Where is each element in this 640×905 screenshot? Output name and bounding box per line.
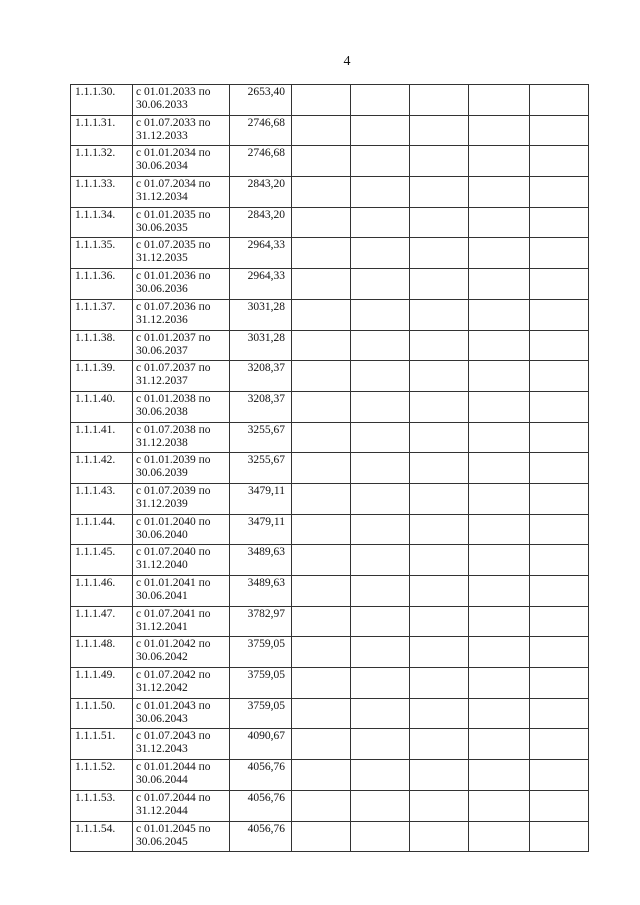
empty-cell (410, 514, 469, 545)
empty-cell (469, 514, 530, 545)
item-number-cell: 1.1.1.32. (71, 146, 133, 177)
table-row (71, 177, 589, 208)
empty-cell (410, 576, 469, 607)
period-start: с 01.01.2039 по (136, 454, 211, 467)
empty-cell (351, 790, 410, 821)
empty-cell (530, 238, 589, 269)
period-end: 31.12.2039 (136, 497, 188, 510)
period-start: с 01.01.2041 по (136, 577, 211, 589)
empty-cell (410, 85, 469, 116)
period-cell (133, 177, 230, 208)
page-number: 4 (343, 54, 351, 69)
empty-cell (292, 269, 351, 300)
period-start: с 01.07.2044 по (136, 791, 211, 804)
period-end: 31.12.2038 (136, 436, 188, 449)
empty-cell (292, 821, 351, 852)
period-cell (133, 545, 230, 576)
empty-cell (469, 790, 530, 821)
period-end: 31.12.2044 (136, 804, 188, 817)
empty-cell (292, 545, 351, 576)
empty-cell (410, 760, 469, 791)
empty-cell (351, 453, 410, 484)
empty-cell (410, 790, 469, 821)
empty-cell (410, 146, 469, 177)
period-end: 30.06.2036 (136, 283, 188, 296)
empty-cell (469, 606, 530, 637)
value-cell: 3479,11 (230, 514, 292, 545)
period-cell (133, 514, 230, 545)
empty-cell (351, 391, 410, 422)
empty-cell (351, 606, 410, 637)
table-row (71, 238, 589, 269)
value-cell: 4056,76 (230, 790, 292, 821)
period-start: с 01.01.2036 по (136, 270, 211, 283)
empty-cell (292, 729, 351, 760)
empty-cell (292, 790, 351, 821)
item-number-cell: 1.1.1.43. (71, 483, 133, 514)
empty-cell (469, 177, 530, 208)
empty-cell (469, 361, 530, 392)
table-row (71, 821, 589, 852)
value-cell: 2653,40 (230, 85, 292, 116)
empty-cell (410, 115, 469, 146)
empty-cell (292, 483, 351, 514)
empty-cell (292, 207, 351, 238)
empty-cell (351, 238, 410, 269)
empty-cell (351, 576, 410, 607)
period-start: с 01.07.2043 по (136, 730, 211, 743)
empty-cell (530, 269, 589, 300)
empty-cell (351, 729, 410, 760)
empty-cell (469, 698, 530, 729)
period-end: 31.12.2036 (136, 313, 188, 326)
empty-cell (469, 391, 530, 422)
empty-cell (530, 821, 589, 852)
item-number-cell: 1.1.1.51. (71, 729, 133, 760)
empty-cell (292, 668, 351, 699)
table-row (71, 146, 589, 177)
value-cell: 3479,11 (230, 483, 292, 514)
empty-cell (351, 514, 410, 545)
empty-cell (530, 637, 589, 668)
empty-cell (351, 269, 410, 300)
empty-cell (469, 668, 530, 699)
item-number-cell: 1.1.1.50. (71, 698, 133, 729)
period-end: 31.12.2037 (136, 375, 188, 388)
table-row (71, 637, 589, 668)
item-number-cell: 1.1.1.36. (71, 269, 133, 300)
empty-cell (292, 422, 351, 453)
period-end: 30.06.2037 (136, 344, 188, 357)
table-row (71, 361, 589, 392)
item-number-cell: 1.1.1.37. (71, 299, 133, 330)
empty-cell (351, 177, 410, 208)
empty-cell (530, 698, 589, 729)
empty-cell (351, 545, 410, 576)
empty-cell (469, 453, 530, 484)
table-row (71, 330, 589, 361)
table-row (71, 207, 589, 238)
period-end: 31.12.2040 (136, 559, 188, 572)
period-cell (133, 637, 230, 668)
empty-cell (292, 391, 351, 422)
empty-cell (469, 483, 530, 514)
empty-cell (530, 207, 589, 238)
empty-cell (292, 299, 351, 330)
period-start: с 01.07.2033 по (136, 116, 211, 129)
period-cell (133, 821, 230, 852)
empty-cell (292, 698, 351, 729)
empty-cell (410, 207, 469, 238)
empty-cell (410, 422, 469, 453)
table-row (71, 545, 589, 576)
item-number-cell: 1.1.1.52. (71, 760, 133, 791)
period-start: с 01.07.2034 по (136, 178, 211, 191)
empty-cell (351, 146, 410, 177)
period-cell (133, 483, 230, 514)
empty-cell (410, 238, 469, 269)
period-end: 30.06.2042 (136, 651, 188, 664)
item-number-cell: 1.1.1.34. (71, 207, 133, 238)
table-row (71, 576, 589, 607)
item-number-cell: 1.1.1.45. (71, 545, 133, 576)
value-cell: 3031,28 (230, 330, 292, 361)
empty-cell (292, 330, 351, 361)
value-cell: 3759,05 (230, 637, 292, 668)
empty-cell (351, 330, 410, 361)
empty-cell (292, 514, 351, 545)
empty-cell (530, 115, 589, 146)
empty-cell (530, 391, 589, 422)
table-row (71, 668, 589, 699)
empty-cell (410, 269, 469, 300)
empty-cell (469, 115, 530, 146)
period-start: с 01.01.2033 по (136, 86, 211, 98)
period-cell (133, 85, 230, 116)
empty-cell (469, 821, 530, 852)
value-cell: 3208,37 (230, 361, 292, 392)
period-cell (133, 269, 230, 300)
empty-cell (530, 790, 589, 821)
empty-cell (469, 576, 530, 607)
period-cell (133, 790, 230, 821)
empty-cell (292, 146, 351, 177)
empty-cell (351, 422, 410, 453)
value-cell: 3489,63 (230, 545, 292, 576)
period-end: 30.06.2039 (136, 467, 188, 480)
empty-cell (469, 422, 530, 453)
empty-cell (351, 668, 410, 699)
empty-cell (351, 299, 410, 330)
empty-cell (530, 514, 589, 545)
table-row (71, 391, 589, 422)
value-cell: 4056,76 (230, 760, 292, 791)
period-start: с 01.07.2042 по (136, 669, 211, 682)
period-cell (133, 668, 230, 699)
table-row (71, 269, 589, 300)
empty-cell (530, 606, 589, 637)
empty-cell (530, 146, 589, 177)
period-end: 30.06.2044 (136, 774, 188, 787)
item-number-cell: 1.1.1.31. (71, 115, 133, 146)
value-cell: 3759,05 (230, 698, 292, 729)
empty-cell (530, 422, 589, 453)
period-cell (133, 698, 230, 729)
period-start: с 01.01.2043 по (136, 699, 211, 712)
period-start: с 01.07.2038 по (136, 423, 211, 436)
period-start: с 01.07.2040 по (136, 546, 211, 559)
empty-cell (469, 760, 530, 791)
period-start: с 01.07.2039 по (136, 484, 211, 497)
period-cell (133, 238, 230, 269)
empty-cell (292, 361, 351, 392)
value-cell: 2746,68 (230, 115, 292, 146)
empty-cell (530, 177, 589, 208)
table-row (71, 790, 589, 821)
period-cell (133, 453, 230, 484)
empty-cell (530, 576, 589, 607)
empty-cell (410, 606, 469, 637)
item-number-cell: 1.1.1.41. (71, 422, 133, 453)
period-start: с 01.01.2040 по (136, 515, 211, 528)
period-cell (133, 729, 230, 760)
value-cell: 3255,67 (230, 422, 292, 453)
item-number-cell: 1.1.1.35. (71, 238, 133, 269)
period-cell (133, 146, 230, 177)
period-start: с 01.07.2037 по (136, 362, 211, 375)
empty-cell (410, 821, 469, 852)
period-start: с 01.01.2044 по (136, 761, 211, 774)
period-cell (133, 115, 230, 146)
empty-cell (469, 729, 530, 760)
table-row (71, 514, 589, 545)
value-cell: 3208,37 (230, 391, 292, 422)
item-number-cell: 1.1.1.33. (71, 177, 133, 208)
empty-cell (469, 238, 530, 269)
table-row (71, 698, 589, 729)
table-row (71, 760, 589, 791)
item-number-cell: 1.1.1.53. (71, 790, 133, 821)
period-cell (133, 207, 230, 238)
empty-cell (292, 238, 351, 269)
empty-cell (530, 483, 589, 514)
period-end: 31.12.2043 (136, 743, 188, 756)
value-cell: 2964,33 (230, 269, 292, 300)
item-number-cell: 1.1.1.49. (71, 668, 133, 699)
empty-cell (351, 207, 410, 238)
period-end: 31.12.2033 (136, 129, 188, 142)
empty-cell (292, 453, 351, 484)
empty-cell (410, 668, 469, 699)
empty-cell (410, 453, 469, 484)
value-cell: 4090,67 (230, 729, 292, 760)
value-cell: 2746,68 (230, 146, 292, 177)
period-end: 31.12.2035 (136, 252, 188, 265)
table-row (71, 422, 589, 453)
item-number-cell: 1.1.1.46. (71, 576, 133, 607)
period-end: 30.06.2034 (136, 160, 188, 173)
empty-cell (469, 545, 530, 576)
period-end: 30.06.2043 (136, 712, 188, 725)
empty-cell (469, 269, 530, 300)
empty-cell (530, 361, 589, 392)
value-cell: 3255,67 (230, 453, 292, 484)
period-end: 30.06.2038 (136, 405, 188, 418)
empty-cell (469, 207, 530, 238)
value-cell: 2843,20 (230, 207, 292, 238)
empty-cell (530, 760, 589, 791)
period-start: с 01.01.2037 по (136, 331, 211, 344)
period-cell (133, 299, 230, 330)
value-cell: 3031,28 (230, 299, 292, 330)
empty-cell (351, 821, 410, 852)
period-end: 31.12.2042 (136, 682, 188, 695)
value-cell: 3782,97 (230, 606, 292, 637)
item-number-cell: 1.1.1.47. (71, 606, 133, 637)
period-start: с 01.01.2035 по (136, 208, 211, 221)
empty-cell (530, 330, 589, 361)
empty-cell (292, 760, 351, 791)
empty-cell (410, 545, 469, 576)
period-end: 30.06.2035 (136, 221, 188, 234)
empty-cell (351, 361, 410, 392)
empty-cell (410, 698, 469, 729)
empty-cell (530, 85, 589, 116)
item-number-cell: 1.1.1.44. (71, 514, 133, 545)
period-cell (133, 760, 230, 791)
period-start: с 01.01.2042 по (136, 638, 211, 651)
empty-cell (410, 483, 469, 514)
period-end: 30.06.2041 (136, 590, 188, 602)
period-start: с 01.01.2034 по (136, 147, 211, 160)
rates-table-body (71, 85, 589, 852)
period-start: с 01.07.2035 по (136, 239, 211, 252)
period-start: с 01.07.2041 по (136, 607, 211, 620)
empty-cell (292, 177, 351, 208)
empty-cell (530, 545, 589, 576)
table-row (71, 299, 589, 330)
table-row (71, 729, 589, 760)
item-number-cell: 1.1.1.42. (71, 453, 133, 484)
empty-cell (351, 698, 410, 729)
empty-cell (530, 729, 589, 760)
item-number-cell: 1.1.1.38. (71, 330, 133, 361)
empty-cell (410, 177, 469, 208)
item-number-cell: 1.1.1.39. (71, 361, 133, 392)
table-row (71, 115, 589, 146)
empty-cell (410, 361, 469, 392)
empty-cell (292, 576, 351, 607)
empty-cell (351, 483, 410, 514)
empty-cell (530, 453, 589, 484)
empty-cell (292, 637, 351, 668)
period-cell (133, 576, 230, 607)
empty-cell (469, 146, 530, 177)
table-row (71, 85, 589, 116)
item-number-cell: 1.1.1.48. (71, 637, 133, 668)
value-cell: 4056,76 (230, 821, 292, 852)
empty-cell (530, 668, 589, 699)
empty-cell (292, 85, 351, 116)
table-row (71, 483, 589, 514)
period-start: с 01.07.2036 по (136, 300, 211, 313)
empty-cell (469, 299, 530, 330)
period-end: 30.06.2033 (136, 99, 188, 111)
rates-table (70, 84, 589, 852)
empty-cell (351, 637, 410, 668)
table-row (71, 606, 589, 637)
empty-cell (351, 115, 410, 146)
period-cell (133, 422, 230, 453)
period-end: 30.06.2040 (136, 528, 188, 541)
empty-cell (292, 606, 351, 637)
empty-cell (469, 85, 530, 116)
period-cell (133, 391, 230, 422)
empty-cell (530, 299, 589, 330)
empty-cell (351, 85, 410, 116)
empty-cell (410, 299, 469, 330)
value-cell: 3489,63 (230, 576, 292, 607)
empty-cell (292, 115, 351, 146)
period-end: 30.06.2045 (136, 835, 188, 848)
item-number-cell: 1.1.1.54. (71, 821, 133, 852)
item-number-cell: 1.1.1.30. (71, 85, 133, 116)
empty-cell (410, 729, 469, 760)
value-cell: 2964,33 (230, 238, 292, 269)
value-cell: 3759,05 (230, 668, 292, 699)
period-cell (133, 330, 230, 361)
empty-cell (469, 330, 530, 361)
item-number-cell: 1.1.1.40. (71, 391, 133, 422)
period-end: 31.12.2041 (136, 620, 188, 633)
empty-cell (351, 760, 410, 791)
period-cell (133, 361, 230, 392)
value-cell: 2843,20 (230, 177, 292, 208)
period-end: 31.12.2034 (136, 191, 188, 204)
period-cell (133, 606, 230, 637)
empty-cell (410, 391, 469, 422)
table-row (71, 453, 589, 484)
empty-cell (410, 637, 469, 668)
period-start: с 01.01.2038 по (136, 392, 211, 405)
period-start: с 01.01.2045 по (136, 822, 211, 835)
empty-cell (469, 637, 530, 668)
empty-cell (410, 330, 469, 361)
